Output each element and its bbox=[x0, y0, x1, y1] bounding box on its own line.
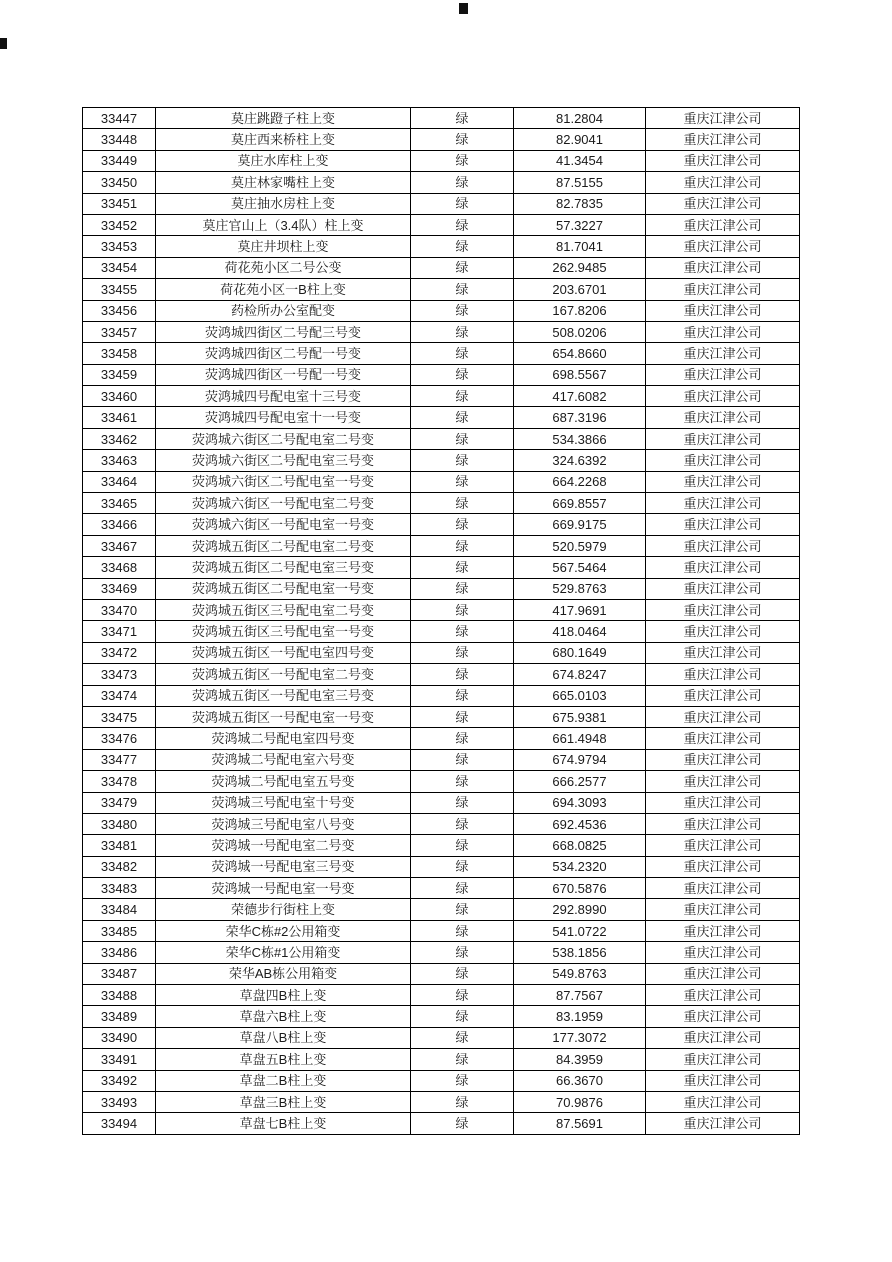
table-row bbox=[83, 856, 800, 877]
cell-id: 33450 bbox=[83, 172, 156, 193]
cell-company: 重庆江津公司 bbox=[646, 706, 800, 727]
cell-status: 绿 bbox=[411, 599, 514, 620]
cell-id: 33490 bbox=[83, 1027, 156, 1048]
cell-id: 33488 bbox=[83, 985, 156, 1006]
cell-name: 药检所办公室配变 bbox=[156, 300, 411, 321]
cell-value: 82.9041 bbox=[514, 129, 646, 150]
cell-value: 675.9381 bbox=[514, 706, 646, 727]
cell-id: 33474 bbox=[83, 685, 156, 706]
cell-value: 203.6701 bbox=[514, 279, 646, 300]
table-row bbox=[83, 664, 800, 685]
cell-company: 重庆江津公司 bbox=[646, 493, 800, 514]
cell-name: 荧鸿城四街区二号配三号变 bbox=[156, 321, 411, 342]
cell-value: 83.1959 bbox=[514, 1006, 646, 1027]
cell-status: 绿 bbox=[411, 963, 514, 984]
transformer-table bbox=[82, 107, 800, 1135]
cell-value: 87.5155 bbox=[514, 172, 646, 193]
cell-company: 重庆江津公司 bbox=[646, 364, 800, 385]
cell-id: 33467 bbox=[83, 535, 156, 556]
cell-company: 重庆江津公司 bbox=[646, 407, 800, 428]
cell-status: 绿 bbox=[411, 300, 514, 321]
cell-value: 508.0206 bbox=[514, 321, 646, 342]
cell-value: 292.8990 bbox=[514, 899, 646, 920]
table-row bbox=[83, 942, 800, 963]
cell-status: 绿 bbox=[411, 257, 514, 278]
table-row bbox=[83, 471, 800, 492]
cell-status: 绿 bbox=[411, 150, 514, 171]
cell-status: 绿 bbox=[411, 813, 514, 834]
cell-value: 669.9175 bbox=[514, 514, 646, 535]
cell-status: 绿 bbox=[411, 685, 514, 706]
cell-id: 33468 bbox=[83, 557, 156, 578]
cell-status: 绿 bbox=[411, 792, 514, 813]
cell-name: 荣华C栋#2公用箱变 bbox=[156, 920, 411, 941]
table-row bbox=[83, 878, 800, 899]
table-row bbox=[83, 535, 800, 556]
cell-name: 草盘二B柱上变 bbox=[156, 1070, 411, 1091]
table-row bbox=[83, 236, 800, 257]
cell-company: 重庆江津公司 bbox=[646, 236, 800, 257]
cell-id: 33471 bbox=[83, 621, 156, 642]
table-row bbox=[83, 193, 800, 214]
cell-name: 荣华C栋#1公用箱变 bbox=[156, 942, 411, 963]
cell-name: 荣德步行街柱上变 bbox=[156, 899, 411, 920]
cell-company: 重庆江津公司 bbox=[646, 899, 800, 920]
cell-id: 33491 bbox=[83, 1049, 156, 1070]
cell-id: 33478 bbox=[83, 771, 156, 792]
cell-id: 33475 bbox=[83, 706, 156, 727]
cell-status: 绿 bbox=[411, 664, 514, 685]
cell-status: 绿 bbox=[411, 942, 514, 963]
cell-company: 重庆江津公司 bbox=[646, 728, 800, 749]
cell-name: 草盘七B柱上变 bbox=[156, 1113, 411, 1134]
cell-value: 692.4536 bbox=[514, 813, 646, 834]
table-row bbox=[83, 920, 800, 941]
cell-name: 荧鸿城一号配电室二号变 bbox=[156, 835, 411, 856]
cell-name: 荧鸿城四号配电室十三号变 bbox=[156, 386, 411, 407]
cell-status: 绿 bbox=[411, 706, 514, 727]
cell-value: 698.5567 bbox=[514, 364, 646, 385]
cell-id: 33482 bbox=[83, 856, 156, 877]
cell-status: 绿 bbox=[411, 621, 514, 642]
cell-value: 262.9485 bbox=[514, 257, 646, 278]
cell-value: 529.8763 bbox=[514, 578, 646, 599]
cell-value: 41.3454 bbox=[514, 150, 646, 171]
cell-value: 81.2804 bbox=[514, 108, 646, 129]
cell-name: 荧鸿城五街区一号配电室四号变 bbox=[156, 642, 411, 663]
cell-value: 70.9876 bbox=[514, 1091, 646, 1112]
cell-name: 荧鸿城二号配电室四号变 bbox=[156, 728, 411, 749]
cell-name: 荧鸿城六街区二号配电室三号变 bbox=[156, 450, 411, 471]
cell-id: 33464 bbox=[83, 471, 156, 492]
cell-value: 57.3227 bbox=[514, 214, 646, 235]
cell-name: 荧鸿城五街区一号配电室一号变 bbox=[156, 706, 411, 727]
cell-company: 重庆江津公司 bbox=[646, 150, 800, 171]
cell-id: 33476 bbox=[83, 728, 156, 749]
cell-company: 重庆江津公司 bbox=[646, 771, 800, 792]
table-row bbox=[83, 1091, 800, 1112]
cell-id: 33458 bbox=[83, 343, 156, 364]
cell-name: 荧鸿城二号配电室五号变 bbox=[156, 771, 411, 792]
cell-value: 661.4948 bbox=[514, 728, 646, 749]
cell-name: 莫庄井坝柱上变 bbox=[156, 236, 411, 257]
cell-status: 绿 bbox=[411, 450, 514, 471]
table-row bbox=[83, 321, 800, 342]
scan-artifact-top bbox=[459, 3, 468, 14]
cell-company: 重庆江津公司 bbox=[646, 749, 800, 770]
cell-status: 绿 bbox=[411, 108, 514, 129]
cell-id: 33487 bbox=[83, 963, 156, 984]
cell-company: 重庆江津公司 bbox=[646, 599, 800, 620]
cell-company: 重庆江津公司 bbox=[646, 343, 800, 364]
table-row bbox=[83, 728, 800, 749]
cell-id: 33485 bbox=[83, 920, 156, 941]
cell-status: 绿 bbox=[411, 771, 514, 792]
cell-value: 549.8763 bbox=[514, 963, 646, 984]
cell-status: 绿 bbox=[411, 920, 514, 941]
table-row bbox=[83, 428, 800, 449]
cell-name: 荧鸿城三号配电室十号变 bbox=[156, 792, 411, 813]
cell-company: 重庆江津公司 bbox=[646, 279, 800, 300]
table-row bbox=[83, 1027, 800, 1048]
table-row bbox=[83, 386, 800, 407]
cell-value: 84.3959 bbox=[514, 1049, 646, 1070]
cell-value: 81.7041 bbox=[514, 236, 646, 257]
cell-company: 重庆江津公司 bbox=[646, 129, 800, 150]
table-row bbox=[83, 214, 800, 235]
cell-value: 177.3072 bbox=[514, 1027, 646, 1048]
table-body bbox=[83, 108, 800, 1135]
cell-status: 绿 bbox=[411, 471, 514, 492]
cell-status: 绿 bbox=[411, 172, 514, 193]
table-row bbox=[83, 364, 800, 385]
cell-status: 绿 bbox=[411, 1070, 514, 1091]
cell-id: 33447 bbox=[83, 108, 156, 129]
table-row bbox=[83, 1049, 800, 1070]
cell-status: 绿 bbox=[411, 557, 514, 578]
cell-company: 重庆江津公司 bbox=[646, 1027, 800, 1048]
cell-company: 重庆江津公司 bbox=[646, 1049, 800, 1070]
cell-company: 重庆江津公司 bbox=[646, 193, 800, 214]
table-row bbox=[83, 300, 800, 321]
cell-id: 33453 bbox=[83, 236, 156, 257]
cell-name: 荧鸿城六街区一号配电室二号变 bbox=[156, 493, 411, 514]
cell-id: 33448 bbox=[83, 129, 156, 150]
table-row bbox=[83, 599, 800, 620]
table-row bbox=[83, 985, 800, 1006]
cell-value: 87.5691 bbox=[514, 1113, 646, 1134]
table-row bbox=[83, 792, 800, 813]
cell-company: 重庆江津公司 bbox=[646, 920, 800, 941]
cell-name: 荧鸿城三号配电室八号变 bbox=[156, 813, 411, 834]
table-row bbox=[83, 835, 800, 856]
cell-id: 33480 bbox=[83, 813, 156, 834]
cell-value: 694.3093 bbox=[514, 792, 646, 813]
table-row bbox=[83, 514, 800, 535]
cell-company: 重庆江津公司 bbox=[646, 642, 800, 663]
cell-value: 87.7567 bbox=[514, 985, 646, 1006]
cell-name: 荧鸿城六街区二号配电室二号变 bbox=[156, 428, 411, 449]
table-row bbox=[83, 343, 800, 364]
cell-company: 重庆江津公司 bbox=[646, 685, 800, 706]
cell-value: 167.8206 bbox=[514, 300, 646, 321]
cell-status: 绿 bbox=[411, 1091, 514, 1112]
cell-id: 33492 bbox=[83, 1070, 156, 1091]
cell-name: 荣华AB栋公用箱变 bbox=[156, 963, 411, 984]
cell-name: 荷花苑小区一B柱上变 bbox=[156, 279, 411, 300]
cell-company: 重庆江津公司 bbox=[646, 321, 800, 342]
cell-id: 33465 bbox=[83, 493, 156, 514]
cell-name: 莫庄林家嘴柱上变 bbox=[156, 172, 411, 193]
cell-id: 33459 bbox=[83, 364, 156, 385]
cell-company: 重庆江津公司 bbox=[646, 813, 800, 834]
cell-value: 664.2268 bbox=[514, 471, 646, 492]
cell-name: 荧鸿城四号配电室十一号变 bbox=[156, 407, 411, 428]
cell-id: 33466 bbox=[83, 514, 156, 535]
cell-status: 绿 bbox=[411, 835, 514, 856]
cell-company: 重庆江津公司 bbox=[646, 428, 800, 449]
cell-status: 绿 bbox=[411, 728, 514, 749]
cell-id: 33456 bbox=[83, 300, 156, 321]
cell-id: 33481 bbox=[83, 835, 156, 856]
cell-name: 莫庄官山上（3.4队）柱上变 bbox=[156, 214, 411, 235]
cell-value: 541.0722 bbox=[514, 920, 646, 941]
cell-status: 绿 bbox=[411, 1113, 514, 1134]
cell-status: 绿 bbox=[411, 364, 514, 385]
cell-id: 33493 bbox=[83, 1091, 156, 1112]
cell-company: 重庆江津公司 bbox=[646, 942, 800, 963]
table-row bbox=[83, 1006, 800, 1027]
cell-company: 重庆江津公司 bbox=[646, 535, 800, 556]
cell-name: 荧鸿城五街区二号配电室三号变 bbox=[156, 557, 411, 578]
cell-status: 绿 bbox=[411, 642, 514, 663]
cell-id: 33455 bbox=[83, 279, 156, 300]
cell-company: 重庆江津公司 bbox=[646, 835, 800, 856]
cell-id: 33461 bbox=[83, 407, 156, 428]
cell-company: 重庆江津公司 bbox=[646, 985, 800, 1006]
table-row bbox=[83, 706, 800, 727]
cell-company: 重庆江津公司 bbox=[646, 963, 800, 984]
cell-status: 绿 bbox=[411, 899, 514, 920]
cell-id: 33486 bbox=[83, 942, 156, 963]
cell-company: 重庆江津公司 bbox=[646, 878, 800, 899]
cell-status: 绿 bbox=[411, 514, 514, 535]
cell-value: 665.0103 bbox=[514, 685, 646, 706]
cell-company: 重庆江津公司 bbox=[646, 621, 800, 642]
cell-status: 绿 bbox=[411, 407, 514, 428]
cell-company: 重庆江津公司 bbox=[646, 471, 800, 492]
cell-status: 绿 bbox=[411, 878, 514, 899]
table-row bbox=[83, 279, 800, 300]
cell-company: 重庆江津公司 bbox=[646, 1091, 800, 1112]
table-row bbox=[83, 899, 800, 920]
cell-name: 荧鸿城五街区一号配电室三号变 bbox=[156, 685, 411, 706]
cell-status: 绿 bbox=[411, 985, 514, 1006]
cell-value: 324.6392 bbox=[514, 450, 646, 471]
cell-value: 687.3196 bbox=[514, 407, 646, 428]
cell-name: 莫庄抽水房柱上变 bbox=[156, 193, 411, 214]
table-row bbox=[83, 557, 800, 578]
cell-id: 33460 bbox=[83, 386, 156, 407]
cell-name: 荧鸿城六街区二号配电室一号变 bbox=[156, 471, 411, 492]
scan-artifact-left bbox=[0, 38, 7, 49]
table-row bbox=[83, 407, 800, 428]
cell-status: 绿 bbox=[411, 343, 514, 364]
table-row bbox=[83, 1113, 800, 1134]
cell-status: 绿 bbox=[411, 856, 514, 877]
cell-name: 草盘四B柱上变 bbox=[156, 985, 411, 1006]
table-row bbox=[83, 771, 800, 792]
cell-status: 绿 bbox=[411, 214, 514, 235]
cell-id: 33452 bbox=[83, 214, 156, 235]
cell-id: 33473 bbox=[83, 664, 156, 685]
cell-value: 674.8247 bbox=[514, 664, 646, 685]
cell-name: 莫庄西来桥柱上变 bbox=[156, 129, 411, 150]
cell-value: 654.8660 bbox=[514, 343, 646, 364]
cell-value: 666.2577 bbox=[514, 771, 646, 792]
cell-status: 绿 bbox=[411, 578, 514, 599]
cell-name: 荷花苑小区二号公变 bbox=[156, 257, 411, 278]
cell-name: 荧鸿城五街区三号配电室二号变 bbox=[156, 599, 411, 620]
table-row bbox=[83, 172, 800, 193]
cell-company: 重庆江津公司 bbox=[646, 386, 800, 407]
table-row bbox=[83, 150, 800, 171]
table-row bbox=[83, 685, 800, 706]
cell-id: 33479 bbox=[83, 792, 156, 813]
cell-id: 33454 bbox=[83, 257, 156, 278]
cell-name: 荧鸿城五街区三号配电室一号变 bbox=[156, 621, 411, 642]
cell-company: 重庆江津公司 bbox=[646, 1113, 800, 1134]
cell-status: 绿 bbox=[411, 321, 514, 342]
cell-name: 草盘八B柱上变 bbox=[156, 1027, 411, 1048]
cell-status: 绿 bbox=[411, 386, 514, 407]
cell-value: 418.0464 bbox=[514, 621, 646, 642]
cell-company: 重庆江津公司 bbox=[646, 1006, 800, 1027]
cell-value: 670.5876 bbox=[514, 878, 646, 899]
cell-id: 33477 bbox=[83, 749, 156, 770]
table-row bbox=[83, 621, 800, 642]
cell-id: 33484 bbox=[83, 899, 156, 920]
cell-name: 草盘六B柱上变 bbox=[156, 1006, 411, 1027]
table-row bbox=[83, 450, 800, 471]
cell-status: 绿 bbox=[411, 1027, 514, 1048]
cell-id: 33469 bbox=[83, 578, 156, 599]
cell-value: 534.3866 bbox=[514, 428, 646, 449]
cell-id: 33449 bbox=[83, 150, 156, 171]
cell-status: 绿 bbox=[411, 535, 514, 556]
cell-company: 重庆江津公司 bbox=[646, 1070, 800, 1091]
table-row bbox=[83, 1070, 800, 1091]
table-row bbox=[83, 963, 800, 984]
table-container bbox=[82, 107, 799, 1135]
cell-name: 荧鸿城五街区二号配电室一号变 bbox=[156, 578, 411, 599]
cell-status: 绿 bbox=[411, 428, 514, 449]
cell-name: 荧鸿城四街区二号配一号变 bbox=[156, 343, 411, 364]
cell-name: 荧鸿城四街区一号配一号变 bbox=[156, 364, 411, 385]
cell-status: 绿 bbox=[411, 236, 514, 257]
cell-id: 33472 bbox=[83, 642, 156, 663]
cell-name: 草盘五B柱上变 bbox=[156, 1049, 411, 1070]
table-row bbox=[83, 813, 800, 834]
cell-id: 33451 bbox=[83, 193, 156, 214]
cell-id: 33489 bbox=[83, 1006, 156, 1027]
table-row bbox=[83, 257, 800, 278]
cell-status: 绿 bbox=[411, 129, 514, 150]
cell-value: 674.9794 bbox=[514, 749, 646, 770]
cell-name: 荧鸿城五街区一号配电室二号变 bbox=[156, 664, 411, 685]
table-row bbox=[83, 108, 800, 129]
table-row bbox=[83, 129, 800, 150]
cell-name: 荧鸿城一号配电室三号变 bbox=[156, 856, 411, 877]
cell-company: 重庆江津公司 bbox=[646, 664, 800, 685]
cell-status: 绿 bbox=[411, 1006, 514, 1027]
cell-status: 绿 bbox=[411, 749, 514, 770]
cell-company: 重庆江津公司 bbox=[646, 856, 800, 877]
cell-status: 绿 bbox=[411, 1049, 514, 1070]
cell-status: 绿 bbox=[411, 493, 514, 514]
cell-company: 重庆江津公司 bbox=[646, 300, 800, 321]
table-row bbox=[83, 642, 800, 663]
cell-company: 重庆江津公司 bbox=[646, 557, 800, 578]
cell-id: 33483 bbox=[83, 878, 156, 899]
cell-value: 534.2320 bbox=[514, 856, 646, 877]
cell-value: 669.8557 bbox=[514, 493, 646, 514]
cell-company: 重庆江津公司 bbox=[646, 108, 800, 129]
cell-value: 520.5979 bbox=[514, 535, 646, 556]
cell-name: 莫庄水库柱上变 bbox=[156, 150, 411, 171]
table-row bbox=[83, 493, 800, 514]
cell-name: 荧鸿城一号配电室一号变 bbox=[156, 878, 411, 899]
cell-company: 重庆江津公司 bbox=[646, 257, 800, 278]
cell-status: 绿 bbox=[411, 193, 514, 214]
cell-name: 草盘三B柱上变 bbox=[156, 1091, 411, 1112]
cell-name: 莫庄跳蹬子柱上变 bbox=[156, 108, 411, 129]
cell-value: 668.0825 bbox=[514, 835, 646, 856]
table-row bbox=[83, 578, 800, 599]
cell-company: 重庆江津公司 bbox=[646, 578, 800, 599]
cell-name: 荧鸿城二号配电室六号变 bbox=[156, 749, 411, 770]
cell-company: 重庆江津公司 bbox=[646, 214, 800, 235]
table-row bbox=[83, 749, 800, 770]
cell-company: 重庆江津公司 bbox=[646, 514, 800, 535]
cell-id: 33470 bbox=[83, 599, 156, 620]
cell-company: 重庆江津公司 bbox=[646, 792, 800, 813]
cell-status: 绿 bbox=[411, 279, 514, 300]
cell-value: 417.9691 bbox=[514, 599, 646, 620]
cell-id: 33462 bbox=[83, 428, 156, 449]
cell-id: 33457 bbox=[83, 321, 156, 342]
cell-value: 417.6082 bbox=[514, 386, 646, 407]
cell-id: 33463 bbox=[83, 450, 156, 471]
cell-value: 567.5464 bbox=[514, 557, 646, 578]
cell-value: 538.1856 bbox=[514, 942, 646, 963]
cell-company: 重庆江津公司 bbox=[646, 450, 800, 471]
cell-name: 荧鸿城五街区二号配电室二号变 bbox=[156, 535, 411, 556]
cell-value: 82.7835 bbox=[514, 193, 646, 214]
cell-value: 66.3670 bbox=[514, 1070, 646, 1091]
cell-value: 680.1649 bbox=[514, 642, 646, 663]
cell-name: 荧鸿城六街区一号配电室一号变 bbox=[156, 514, 411, 535]
cell-id: 33494 bbox=[83, 1113, 156, 1134]
cell-company: 重庆江津公司 bbox=[646, 172, 800, 193]
